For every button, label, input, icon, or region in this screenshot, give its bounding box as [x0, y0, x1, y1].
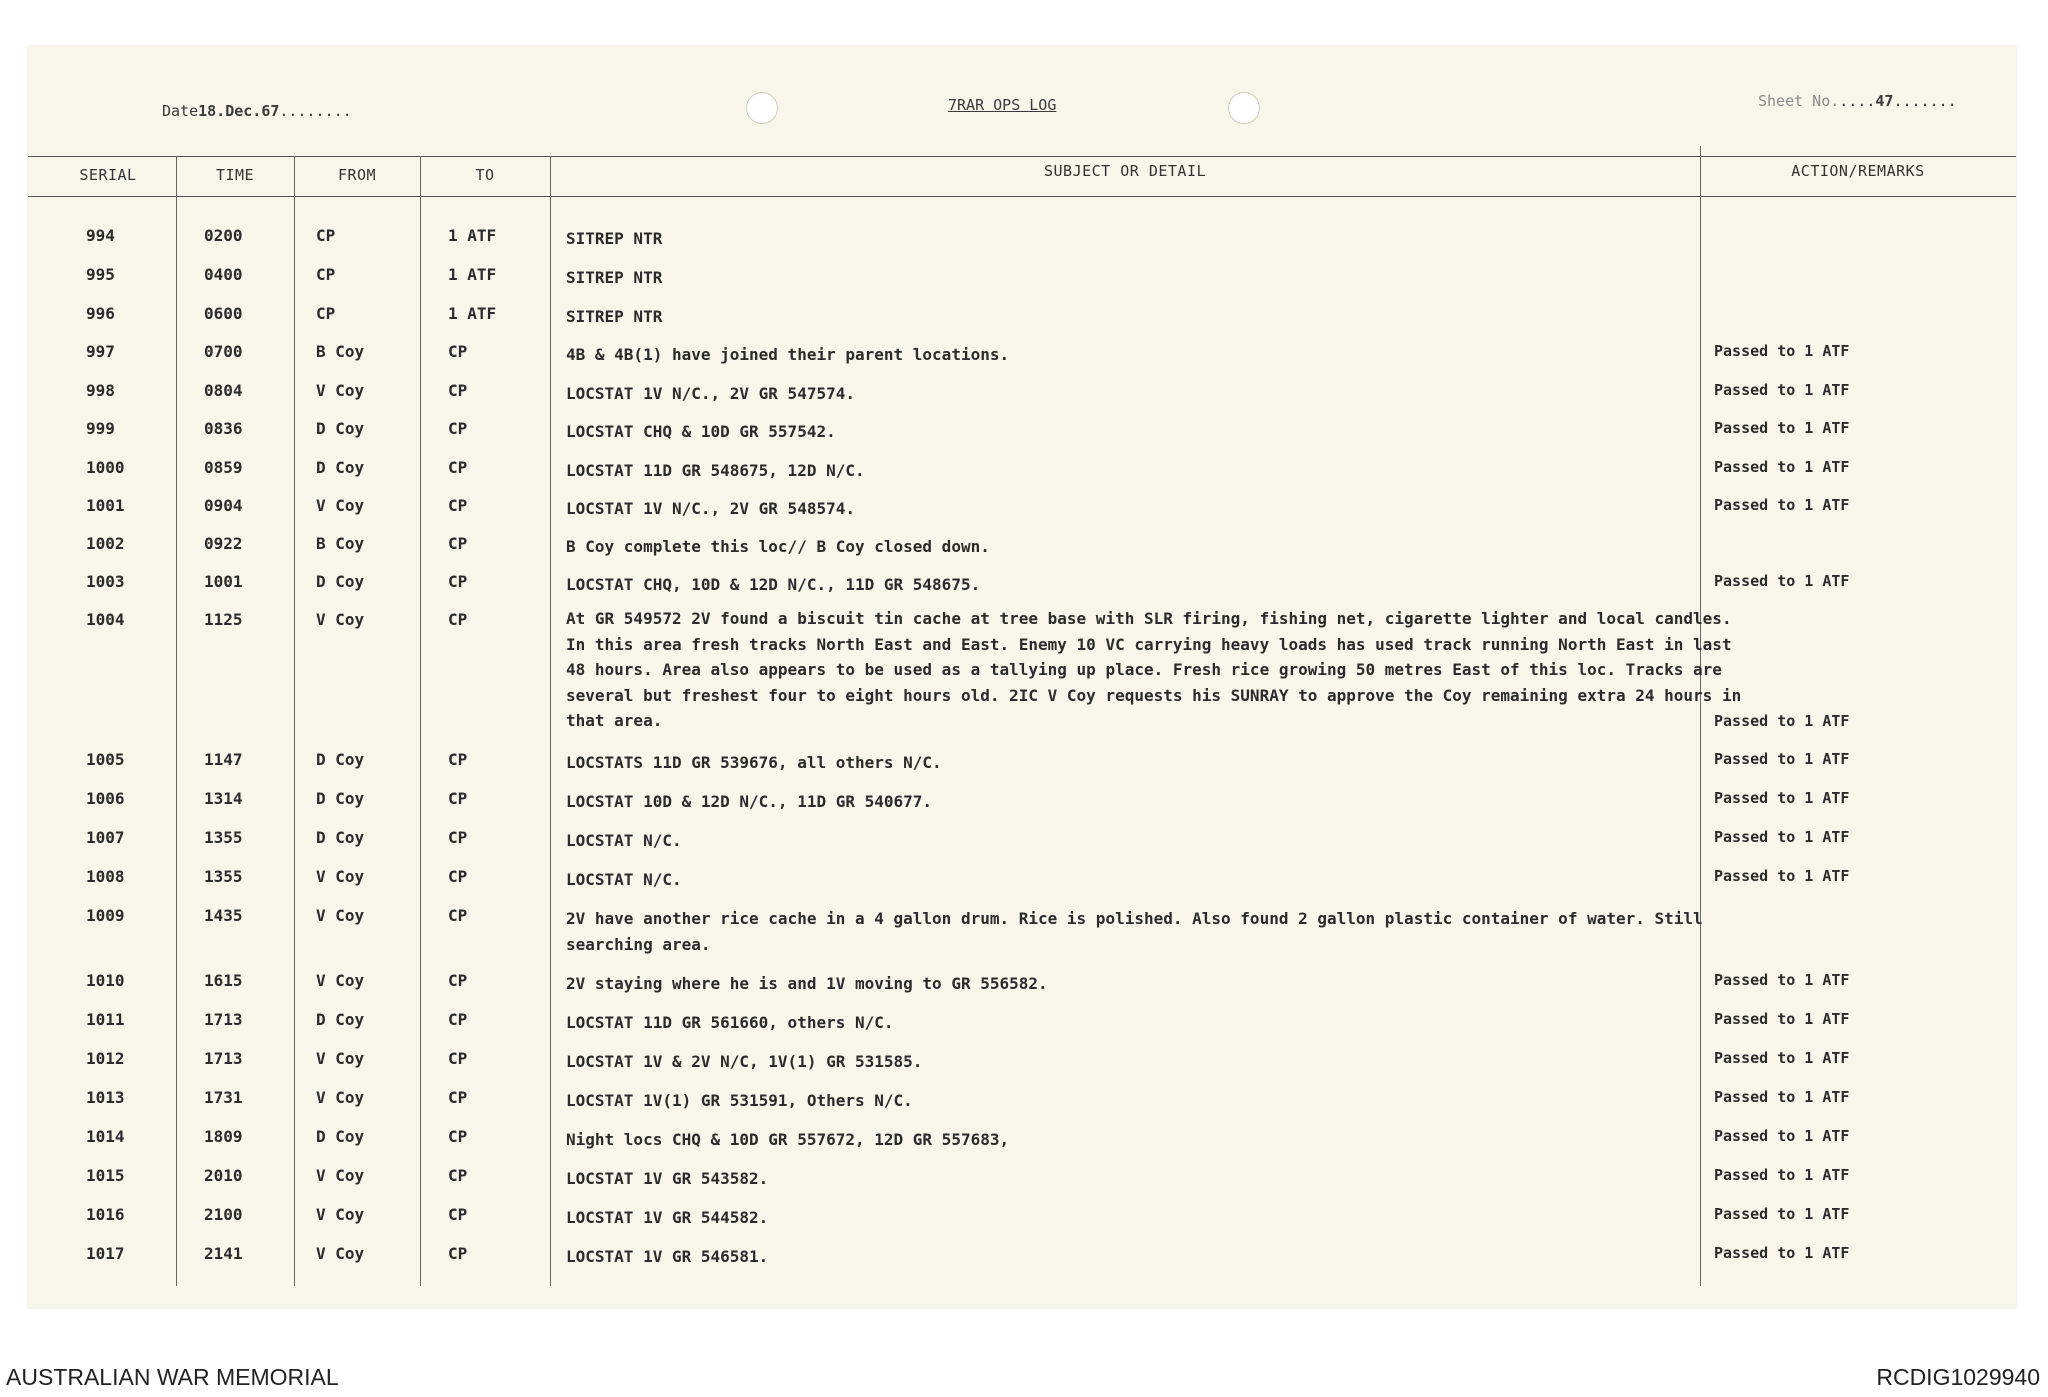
to-cell: CP — [448, 1244, 468, 1263]
serial-cell: 1015 — [86, 1166, 125, 1185]
remark-cell: Passed to 1 ATF — [1714, 1010, 1850, 1028]
log-title: 7RAR OPS LOG — [948, 96, 1057, 114]
from-cell: V Coy — [316, 1166, 365, 1185]
detail-cell: LOCSTAT 1V & 2V N/C, 1V(1) GR 531585. — [566, 1052, 923, 1071]
time-cell: 0922 — [204, 534, 243, 553]
to-cell: CP — [448, 458, 468, 477]
column-header-from: FROM — [337, 166, 377, 184]
log-sheet — [28, 46, 2016, 1308]
time-cell: 0859 — [204, 458, 243, 477]
footer-institution: AUSTRALIAN WAR MEMORIAL — [6, 1364, 339, 1390]
column-header-serial: SERIAL — [79, 166, 137, 184]
remark-cell: Passed to 1 ATF — [1714, 1166, 1850, 1184]
remark-cell: Passed to 1 ATF — [1714, 1088, 1850, 1106]
from-cell: D Coy — [316, 789, 365, 808]
column-header-remarks: ACTION/REMARKS — [1791, 162, 1925, 180]
serial-cell: 996 — [86, 304, 115, 323]
time-cell: 0904 — [204, 496, 243, 515]
serial-cell: 999 — [86, 419, 115, 438]
from-cell: CP — [316, 265, 336, 284]
time-cell: 1125 — [204, 610, 243, 629]
time-cell: 0200 — [204, 226, 243, 245]
time-cell: 1314 — [204, 789, 243, 808]
date-field: Date18.Dec.67........ — [162, 102, 352, 120]
from-cell: V Coy — [316, 867, 365, 886]
sheet-number-field: Sheet No.....47....... — [1758, 92, 1957, 110]
time-cell: 1355 — [204, 867, 243, 886]
column-divider — [550, 156, 551, 1286]
header-rule-top — [28, 156, 2016, 157]
punch-hole-left — [746, 92, 778, 124]
to-cell: CP — [448, 1127, 468, 1146]
detail-cell: At GR 549572 2V found a biscuit tin cache at tree base with SLR firing, fishing net, cigarette lighter and local candles. In this area fresh tracks North East and East. Enemy 10 VC carrying heavy loads has used track running North East in last 48 hours. Area also appears to be used as a tallying up place. Fresh rice growing 50 metres East of this loc. Tracks are several but freshest four to eight hours old. 2IC V Coy requests his SUNRAY to approve the Coy remaining extra 24 hours in that area. — [566, 609, 1742, 730]
column-header-time: TIME — [215, 166, 255, 184]
to-cell: CP — [448, 1088, 468, 1107]
detail-cell: LOCSTAT 11D GR 548675, 12D N/C. — [566, 461, 865, 480]
serial-cell: 1012 — [86, 1049, 125, 1068]
to-cell: CP — [448, 1010, 468, 1029]
serial-cell: 998 — [86, 381, 115, 400]
from-cell: B Coy — [316, 534, 365, 553]
from-cell: V Coy — [316, 1205, 365, 1224]
time-cell: 1713 — [204, 1049, 243, 1068]
remark-cell: Passed to 1 ATF — [1714, 789, 1850, 807]
serial-cell: 1016 — [86, 1205, 125, 1224]
from-cell: D Coy — [316, 1010, 365, 1029]
column-header-detail: SUBJECT OR DETAIL — [1043, 162, 1207, 180]
to-cell: CP — [448, 1166, 468, 1185]
remark-cell: Passed to 1 ATF — [1714, 572, 1850, 590]
detail-cell: LOCSTAT 1V N/C., 2V GR 547574. — [566, 384, 855, 403]
detail-cell: LOCSTAT CHQ & 10D GR 557542. — [566, 422, 836, 441]
punch-hole-right — [1228, 92, 1260, 124]
from-cell: V Coy — [316, 496, 365, 515]
from-cell: V Coy — [316, 381, 365, 400]
to-cell: CP — [448, 750, 468, 769]
detail-cell: 2V staying where he is and 1V moving to GR 556582. — [566, 974, 1048, 993]
sheet-label: Sheet No. — [1758, 92, 1840, 110]
column-divider — [176, 156, 177, 1286]
detail-cell: LOCSTAT 1V GR 543582. — [566, 1169, 769, 1188]
time-cell: 1355 — [204, 828, 243, 847]
to-cell: 1 ATF — [448, 226, 497, 245]
serial-cell: 1006 — [86, 789, 125, 808]
detail-cell: LOCSTAT 10D & 12D N/C., 11D GR 540677. — [566, 792, 933, 811]
to-cell: CP — [448, 572, 468, 591]
detail-cell: SITREP NTR — [566, 307, 663, 326]
to-cell: CP — [448, 342, 468, 361]
time-cell: 1713 — [204, 1010, 243, 1029]
time-cell: 1731 — [204, 1088, 243, 1107]
serial-cell: 1004 — [86, 610, 125, 629]
time-cell: 1147 — [204, 750, 243, 769]
time-cell: 1001 — [204, 572, 243, 591]
detail-cell: 2V have another rice cache in a 4 gallon drum. Rice is polished. Also found 2 gallon plastic container of water. Still searching area. — [566, 909, 1703, 954]
sheet-value: 47 — [1875, 92, 1894, 110]
column-header-to: TO — [475, 166, 495, 184]
from-cell: V Coy — [316, 1088, 365, 1107]
time-cell: 0804 — [204, 381, 243, 400]
time-cell: 0400 — [204, 265, 243, 284]
column-divider — [294, 156, 295, 1286]
from-cell: D Coy — [316, 458, 365, 477]
serial-cell: 994 — [86, 226, 115, 245]
from-cell: V Coy — [316, 1049, 365, 1068]
serial-cell: 1014 — [86, 1127, 125, 1146]
from-cell: CP — [316, 226, 336, 245]
to-cell: CP — [448, 534, 468, 553]
remark-cell: Passed to 1 ATF — [1714, 1127, 1850, 1145]
to-cell: CP — [448, 1049, 468, 1068]
remark-cell: Passed to 1 ATF — [1714, 1205, 1850, 1223]
detail-cell: LOCSTAT 11D GR 561660, others N/C. — [566, 1013, 894, 1032]
footer-record-id: RCDIG1029940 — [1876, 1364, 2040, 1390]
time-cell: 1435 — [204, 906, 243, 925]
from-cell: D Coy — [316, 1127, 365, 1146]
time-cell: 0836 — [204, 419, 243, 438]
remark-cell: Passed to 1 ATF — [1714, 1244, 1850, 1262]
to-cell: CP — [448, 381, 468, 400]
to-cell: CP — [448, 419, 468, 438]
header-rule-bottom — [28, 196, 2016, 197]
remark-cell: Passed to 1 ATF — [1714, 496, 1850, 514]
serial-cell: 1017 — [86, 1244, 125, 1263]
remark-cell: Passed to 1 ATF — [1714, 419, 1850, 437]
to-cell: CP — [448, 610, 468, 629]
from-cell: D Coy — [316, 750, 365, 769]
remark-cell: Passed to 1 ATF — [1714, 750, 1850, 768]
detail-cell: SITREP NTR — [566, 268, 663, 287]
detail-cell: B Coy complete this loc// B Coy closed down. — [566, 537, 990, 556]
time-cell: 2010 — [204, 1166, 243, 1185]
column-divider — [420, 156, 421, 1286]
time-cell: 0700 — [204, 342, 243, 361]
to-cell: CP — [448, 828, 468, 847]
remark-cell: Passed to 1 ATF — [1714, 712, 1850, 730]
detail-cell: LOCSTAT 1V N/C., 2V GR 548574. — [566, 499, 855, 518]
remark-cell: Passed to 1 ATF — [1714, 971, 1850, 989]
serial-cell: 1008 — [86, 867, 125, 886]
remark-cell: Passed to 1 ATF — [1714, 342, 1850, 360]
detail-cell: Night locs CHQ & 10D GR 557672, 12D GR 557683, — [566, 1130, 1010, 1149]
to-cell: 1 ATF — [448, 304, 497, 323]
time-cell: 1809 — [204, 1127, 243, 1146]
time-cell: 2100 — [204, 1205, 243, 1224]
detail-cell: 4B & 4B(1) have joined their parent locations. — [566, 345, 1010, 364]
to-cell: 1 ATF — [448, 265, 497, 284]
from-cell: V Coy — [316, 610, 365, 629]
serial-cell: 1003 — [86, 572, 125, 591]
time-cell: 1615 — [204, 971, 243, 990]
to-cell: CP — [448, 789, 468, 808]
detail-cell: LOCSTAT 1V GR 546581. — [566, 1247, 769, 1266]
time-cell: 2141 — [204, 1244, 243, 1263]
serial-cell: 1002 — [86, 534, 125, 553]
remark-cell: Passed to 1 ATF — [1714, 1049, 1850, 1067]
serial-cell: 1013 — [86, 1088, 125, 1107]
to-cell: CP — [448, 867, 468, 886]
serial-cell: 1000 — [86, 458, 125, 477]
remark-cell: Passed to 1 ATF — [1714, 867, 1850, 885]
detail-cell: LOCSTATS 11D GR 539676, all others N/C. — [566, 753, 942, 772]
serial-cell: 1005 — [86, 750, 125, 769]
detail-cell: LOCSTAT N/C. — [566, 831, 682, 850]
serial-cell: 1010 — [86, 971, 125, 990]
from-cell: V Coy — [316, 1244, 365, 1263]
remark-cell: Passed to 1 ATF — [1714, 381, 1850, 399]
from-cell: V Coy — [316, 906, 365, 925]
date-label: Date — [162, 102, 199, 120]
time-cell: 0600 — [204, 304, 243, 323]
from-cell: D Coy — [316, 572, 365, 591]
from-cell: V Coy — [316, 971, 365, 990]
serial-cell: 1009 — [86, 906, 125, 925]
date-value: 18.Dec.67 — [198, 102, 280, 120]
serial-cell: 995 — [86, 265, 115, 284]
serial-cell: 1007 — [86, 828, 125, 847]
from-cell: D Coy — [316, 419, 365, 438]
detail-cell: LOCSTAT CHQ, 10D & 12D N/C., 11D GR 548675. — [566, 575, 981, 594]
to-cell: CP — [448, 496, 468, 515]
to-cell: CP — [448, 1205, 468, 1224]
from-cell: CP — [316, 304, 336, 323]
serial-cell: 1011 — [86, 1010, 125, 1029]
to-cell: CP — [448, 971, 468, 990]
to-cell: CP — [448, 906, 468, 925]
serial-cell: 1001 — [86, 496, 125, 515]
serial-cell: 997 — [86, 342, 115, 361]
detail-cell: LOCSTAT N/C. — [566, 870, 682, 889]
detail-cell: SITREP NTR — [566, 229, 663, 248]
from-cell: D Coy — [316, 828, 365, 847]
remark-cell: Passed to 1 ATF — [1714, 458, 1850, 476]
detail-cell: LOCSTAT 1V GR 544582. — [566, 1208, 769, 1227]
remark-cell: Passed to 1 ATF — [1714, 828, 1850, 846]
from-cell: B Coy — [316, 342, 365, 361]
detail-cell: LOCSTAT 1V(1) GR 531591, Others N/C. — [566, 1091, 913, 1110]
